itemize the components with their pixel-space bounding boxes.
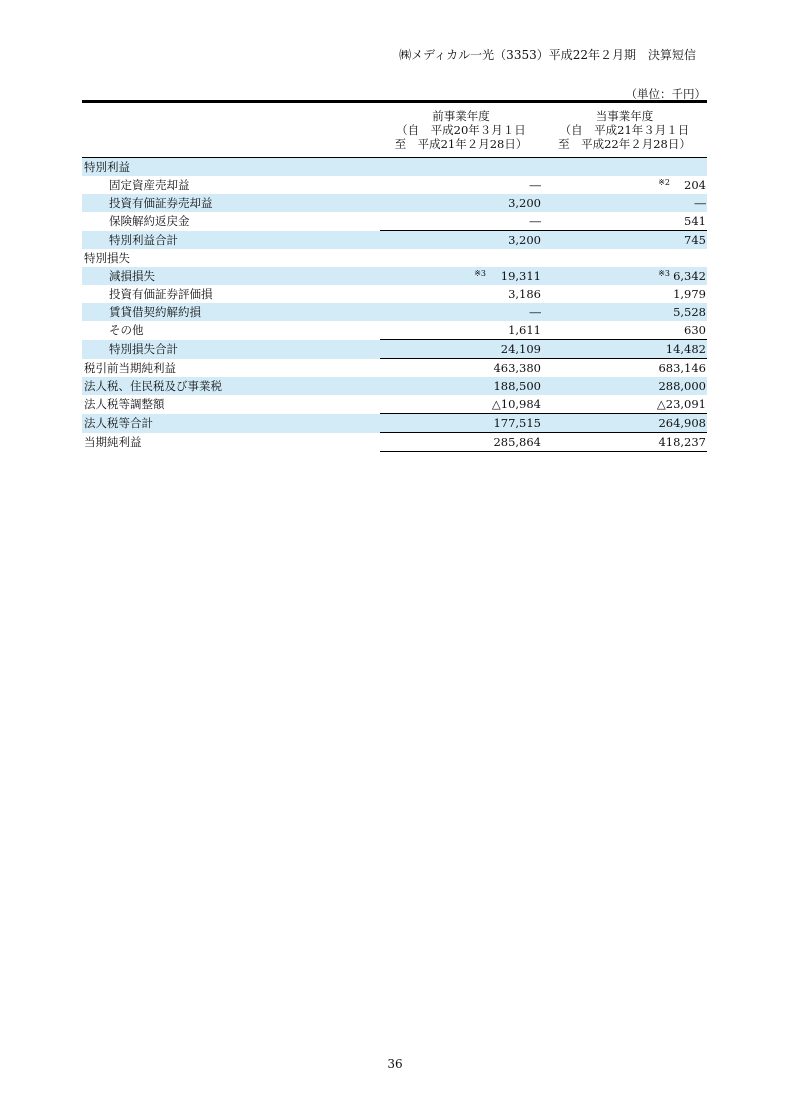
prev-value-cell xyxy=(380,158,542,177)
curr-value: 683,146 xyxy=(658,361,706,375)
prev-period-to: 至 平成21年２月28日） xyxy=(394,137,528,151)
prev-value: ― xyxy=(529,214,541,228)
table-row xyxy=(82,194,707,212)
curr-value: △23,091 xyxy=(656,397,706,411)
prev-value-cell xyxy=(380,395,542,414)
table-row xyxy=(82,395,707,414)
curr-value-cell xyxy=(542,249,707,267)
curr-value-cell xyxy=(542,414,707,433)
note-reference: ※3 xyxy=(658,269,670,278)
curr-value-cell xyxy=(542,231,707,250)
prev-value-cell xyxy=(380,321,542,340)
prev-value: ― xyxy=(529,305,541,319)
row-label: 投資有価証券評価損 xyxy=(109,287,213,301)
prev-value: 188,500 xyxy=(493,379,541,393)
prev-value-cell xyxy=(380,433,542,452)
page-number: 36 xyxy=(387,1057,403,1071)
prev-value: 285,864 xyxy=(493,435,541,449)
curr-value-cell xyxy=(542,340,707,359)
curr-value-cell xyxy=(542,267,707,285)
prev-value: △10,984 xyxy=(491,397,541,411)
prev-value: 1,611 xyxy=(508,323,541,337)
curr-value-cell xyxy=(542,433,707,452)
curr-period-from: （自 平成21年３月１日 xyxy=(559,123,690,137)
row-label: 賃貸借契約解約損 xyxy=(82,303,380,321)
row-label: 特別利益 xyxy=(82,158,380,177)
prev-value: 177,515 xyxy=(493,416,541,430)
curr-period-title: 当事業年度 xyxy=(595,109,654,123)
curr-value: 14,482 xyxy=(665,342,706,356)
row-label: 保険解約返戻金 xyxy=(109,214,190,229)
curr-value-cell xyxy=(542,158,707,177)
table-row xyxy=(82,249,707,267)
curr-value-cell xyxy=(542,359,707,378)
curr-period-to: 至 平成22年２月28日） xyxy=(558,137,691,151)
prev-period-from: （自 平成20年３月１日 xyxy=(396,123,526,137)
row-label: 特別利益合計 xyxy=(82,231,380,250)
curr-value: 288,000 xyxy=(658,379,706,393)
curr-value: 541 xyxy=(684,214,706,228)
curr-value-cell xyxy=(542,303,707,321)
income-statement-table xyxy=(82,100,707,452)
curr-value: ― xyxy=(694,196,706,210)
curr-value-cell xyxy=(542,212,707,231)
prev-value: 3,186 xyxy=(508,287,541,301)
table-row xyxy=(82,433,707,452)
curr-value: 745 xyxy=(684,233,706,247)
row-label: その他 xyxy=(109,323,144,338)
prev-value-cell xyxy=(380,176,542,194)
curr-value-cell xyxy=(542,395,707,414)
row-label: 法人税等調整額 xyxy=(84,397,165,412)
row-label: 法人税等合計 xyxy=(82,414,380,433)
note-reference: ※2 xyxy=(658,178,670,187)
table-row xyxy=(82,285,707,303)
prev-value: 3,200 xyxy=(508,196,541,210)
table-row xyxy=(82,414,707,433)
row-label: 減損損失 xyxy=(82,267,380,285)
label-column-header xyxy=(82,102,380,158)
prev-value-cell xyxy=(380,359,542,378)
document-header-title: ㈱メディカル一光（3353）平成22年２月期 決算短信 xyxy=(399,48,696,62)
prev-value: ― xyxy=(529,178,541,192)
prev-value-cell xyxy=(380,303,542,321)
table-row xyxy=(82,377,707,395)
curr-period-header xyxy=(542,102,707,158)
table-body xyxy=(82,158,707,452)
note-reference: ※3 xyxy=(474,269,486,278)
curr-value-cell xyxy=(542,194,707,212)
table-row xyxy=(82,267,707,285)
prev-value-cell xyxy=(380,249,542,267)
row-label: 法人税、住民税及び事業税 xyxy=(82,377,380,395)
curr-value: 1,979 xyxy=(673,287,706,301)
prev-value-cell xyxy=(380,194,542,212)
curr-value-cell xyxy=(542,176,707,194)
prev-value: 3,200 xyxy=(508,233,541,247)
row-label: 投資有価証券売却益 xyxy=(82,194,380,212)
curr-value: 6,342 xyxy=(673,269,706,283)
prev-value-cell xyxy=(380,212,542,231)
prev-value: 463,380 xyxy=(493,361,541,375)
row-label: 固定資産売却益 xyxy=(109,178,190,192)
prev-value-cell xyxy=(380,377,542,395)
prev-value-cell xyxy=(380,231,542,250)
row-label: 税引前当期純利益 xyxy=(84,360,176,375)
row-label: 当期純利益 xyxy=(84,435,142,449)
curr-value: 418,237 xyxy=(658,435,706,449)
table-row xyxy=(82,303,707,321)
table-row xyxy=(82,212,707,231)
prev-value-cell xyxy=(380,285,542,303)
prev-period-title: 前事業年度 xyxy=(432,109,490,123)
table-row xyxy=(82,340,707,359)
prev-value-cell xyxy=(380,414,542,433)
row-label: 特別損失合計 xyxy=(82,340,380,359)
prev-value-cell xyxy=(380,267,542,285)
table-row xyxy=(82,321,707,340)
curr-value-cell xyxy=(542,285,707,303)
unit-label: （単位：千円） xyxy=(625,87,706,101)
prev-value: 24,109 xyxy=(500,342,541,356)
column-header-row xyxy=(82,102,707,158)
curr-value: 630 xyxy=(684,323,706,337)
curr-value: 204 xyxy=(684,178,706,192)
curr-value: 264,908 xyxy=(658,416,706,430)
curr-value-cell xyxy=(542,377,707,395)
table-row xyxy=(82,158,707,177)
table-row xyxy=(82,231,707,250)
prev-value: 19,311 xyxy=(500,269,541,283)
prev-period-header xyxy=(380,102,542,158)
curr-value-cell xyxy=(542,321,707,340)
table-row xyxy=(82,176,707,194)
table-row xyxy=(82,359,707,378)
prev-value-cell xyxy=(380,340,542,359)
row-label: 特別損失 xyxy=(84,251,130,265)
curr-value: 5,528 xyxy=(673,305,706,319)
